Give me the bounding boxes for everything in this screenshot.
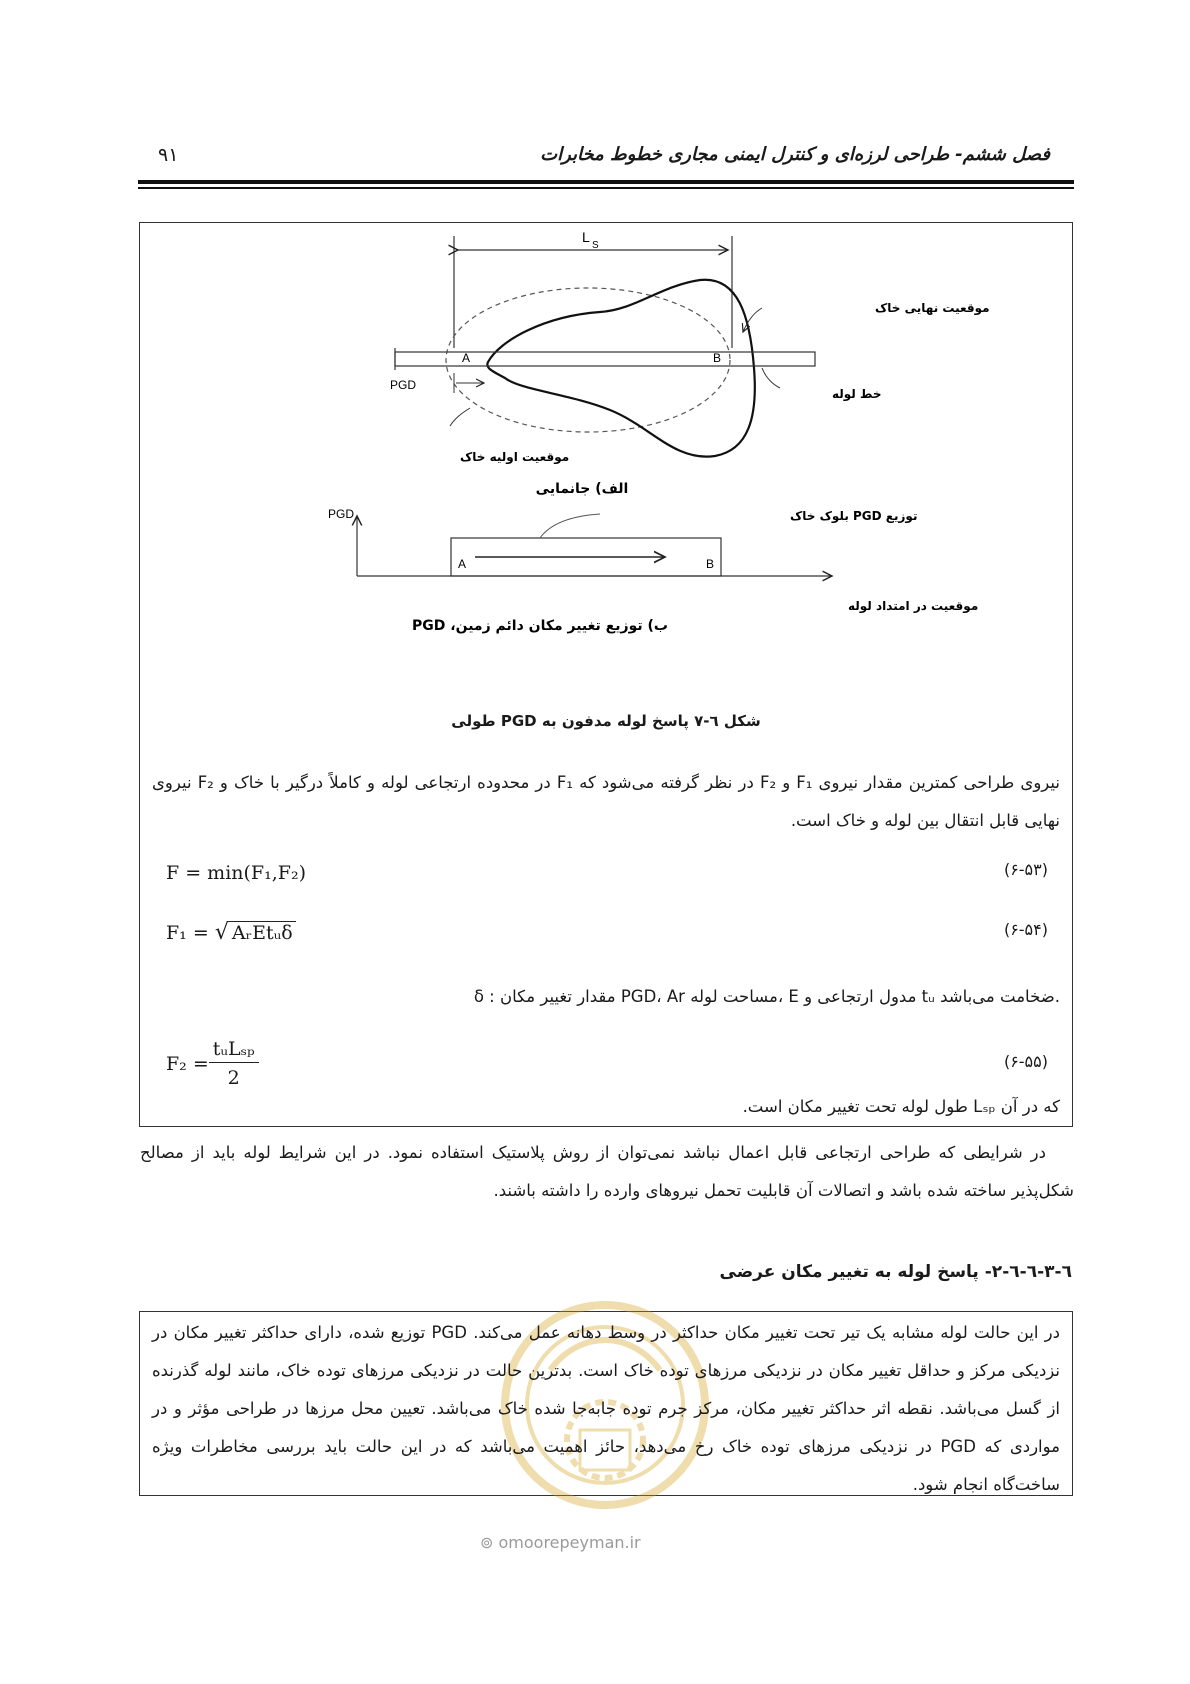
equation-55-denominator: 2 (227, 1067, 240, 1089)
pgd-figure (328, 228, 990, 698)
x-axis-label: موقعیت در امتداد لوله (848, 599, 979, 613)
pgd-label: PGD (390, 378, 417, 392)
equation-55-numerator: tᵤLₛₚ (209, 1038, 259, 1063)
pipe-line-label: خط لوله (832, 387, 882, 401)
final-soil-label: موقعیت نهایی خاک (875, 301, 990, 315)
delta-definition: δ : مقدار تغییر مکان PGD، Ar مساحت لوله، E مدول ارتجاعی و tᵤ ضخامت می‌باشد. (473, 987, 1060, 1006)
caption-a: الف) جانمایی (535, 481, 629, 497)
caption-b: ب) توزیع تغییر مکان دائم زمین، PGD (412, 618, 668, 634)
page-number: ۹۱ (158, 144, 179, 166)
equation-54-rhs: AᵣEtᵤδ (229, 921, 296, 944)
paragraph-plastic-design: در شرایطی که طراحی ارتجاعی قابل اعمال نباشد نمی‌توان از روش پلاستیک استفاده نمود. در این شرایط لوله باید از مصالح شکل‌پذیر ساخته شده باشد و اتصالات آن قابلیت تحمل نیروهای وارده را داشته باشند. (140, 1143, 1074, 1200)
figure-title: شکل ٦-٧ پاسخ لوله مدفون به PGD طولی (451, 712, 761, 730)
initial-soil-label: موقعیت اولیه خاک (460, 450, 570, 464)
section-heading: ٦-٣-٦-٦-٢- پاسخ لوله به تغییر مکان عرضی (719, 1262, 1072, 1282)
sqrt-symbol: √ (214, 920, 229, 945)
equation-54 (166, 920, 296, 945)
block-point-b: B (706, 557, 715, 571)
header-rule-thick (138, 180, 1074, 184)
chapter-title: فصل ششم- طراحی لرزه‌ای و کنترل ایمنی مجاری خطوط مخابرات (540, 144, 1050, 165)
ls-label: L (582, 229, 590, 245)
point-b-label: B (713, 351, 722, 365)
equation-53-number: (۶-۵۳) (1003, 860, 1048, 879)
paragraph-design-force: نیروی طراحی کمترین مقدار نیروی F₁ و F₂ در نظر گرفته می‌شود که F₁ در محدوده ارتجاعی لوله و کاملاً درگیر با خاک و F₂ نیروی نهایی قابل انتقال بین لوله و خاک است. (152, 773, 1060, 830)
footer-url (480, 1533, 641, 1552)
ls-subscript: S (592, 240, 599, 251)
footer-url-text: omoorepeyman.ir (498, 1533, 641, 1552)
paragraph-lateral-displacement: در این حالت لوله مشابه یک تیر تحت تغییر مکان حداکثر در وسط دهانه عمل می‌کند. PGD توزیع شده، دارای حداکثر تغییر مکان در نزدیکی مرکز و حداقل تغییر مکان در نزدیکی مرزهای توده خاک است. بدترین حالت در نزدیکی مرزهای توده خاک، مانند لوله گذرنده از گسل می‌باشد. نقطه اثر حداکثر تغییر مکان، مرکز جرم توده جابه‌جا شده خاک می‌باشد. تعیین محل مرزها در طراحی مؤثر و در مواردی که PGD در نزدیکی مرزهای توده خاک رخ می‌دهد، حائز اهمیت می‌باشد که در این حالت باید بررسی مخاطرات ویژه ساخت‌گاه انجام شود. (152, 1323, 1060, 1494)
equation-55-fraction (209, 1038, 259, 1089)
y-axis-label: PGD (328, 507, 355, 521)
block-label: توزیع PGD بلوک خاک (790, 509, 918, 523)
equation-55-lhs: F₂ = (166, 1052, 209, 1075)
lsp-definition: که در آن Lₛₚ طول لوله تحت تغییر مکان است. (742, 1097, 1060, 1116)
point-a-label: A (462, 351, 471, 365)
equation-54-number: (۶-۵۴) (1003, 920, 1048, 939)
block-point-a: A (458, 557, 467, 571)
equation-54-lhs: F₁ = (166, 922, 215, 944)
equation-55 (166, 1038, 259, 1089)
globe-icon: ⊚ (480, 1533, 494, 1552)
header-rule-thin (138, 187, 1074, 189)
equation-55-number: (۶-۵۵) (1003, 1052, 1048, 1071)
equation-53: F = min(F₁,F₂) (166, 862, 306, 884)
